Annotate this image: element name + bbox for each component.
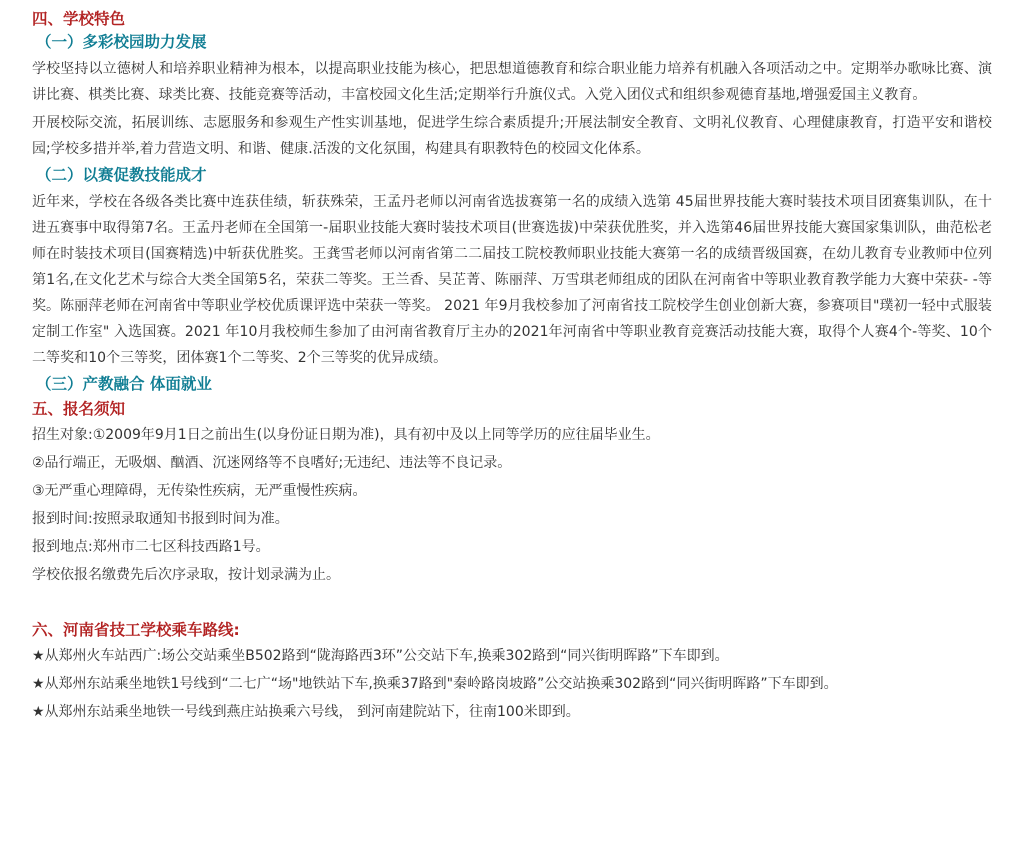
paragraph-campus-activities: 学校坚持以立德树人和培养职业精神为根本，以提高职业技能为核心，把思想道德教育和综合职业能力培养有机融入各项活动之中。定期举办歌咏比赛、演讲比赛、棋类比赛、球类比赛、技能竞赛等活动，丰富校园文化生活;定期举行升旗仪式。入党入团仪式和组织参观德育基地,增强爱国主义教育。 [32,61,992,103]
subheading-campus-development: （一）多彩校园助力发展 [36,33,207,51]
subheading-competition-skills: （二）以赛促教技能成才 [36,166,207,184]
paragraph-campus-culture: 开展校际交流，拓展训练、志愿服务和参观生产性实训基地，促进学生综合素质提升;开展法制安全教育、文明礼仪教育、心理健康教育，打造平安和谐校园;学校多措并举,着力营造文明、和谐、健康.活泼的文化氛围，构建具有职教特色的校园文化体系。 [32,115,992,157]
section-heading-bus-routes: 六、河南省技工学校乘车路线: [32,621,240,639]
paragraph-competition-results: 近年来，学校在各级各类比赛中连获佳绩，斩获殊荣，王孟丹老师以河南省选拔赛第一名的成绩入选第 45届世界技能大赛时装技术项目团赛集训队，在十进五赛事中取得第7名。王孟丹老师在全国第一-届职业技能大赛时装技术项目(世赛选拔)中荣获优胜奖，并入选第46届世界技能大赛国家集训队，曲范松老师在时装技术项目(国赛精选)中斩获优胜奖。王龚雪老师以河南省第二二届技工院校教师职业技能大赛第一名的成绩晋级国赛，在幼儿教育专业教师中位列第1名,在文化艺术与综合大类全国第5名，荣获二等奖。王兰香、吴芷菁、陈丽萍、万雪琪老师组成的团队在河南省中等职业教育教学能力大赛中荣获- -等奖。陈丽萍老师在河南省中等职业学校优质课评选中荣获一等奖。 2021 年9月我校参加了河南省技工院校学生创业创新大赛，参赛项目"璞初一轻中式服装定制工作室" 入选国赛。2021 年10月我校师生参加了由河南省教育厅主办的2021年河南省中等职业教育竞赛活动技能大赛，取得个人赛4个-等奖、10个二等奖和10个三等奖，团体赛1个二等奖、2个三等奖的优异成绩。 [32,194,992,366]
section-heading-enrollment-notice: 五、报名须知 [32,400,126,418]
route-line-railway-station: ★从郑州火车站西广:场公交站乘坐B502路到“陇海路西3环”公交站下车,换乘302路到“同兴街明晖路”下车即到。 [32,648,729,664]
section-heading-school-features: 四、学校特色 [32,10,126,28]
enrollment-line-health: ③无严重心理障碍，无传染性疾病，无严重慢性疾病。 [32,483,367,499]
subheading-industry-education: （三）产教融合 体面就业 [36,375,212,393]
enrollment-line-conduct: ②品行端正，无吸烟、酗酒、沉迷网络等不良嗜好;无违纪、违法等不良记录。 [32,455,512,471]
enrollment-line-admission-order: 学校依报名缴费先后次序录取，按计划录满为止。 [32,567,340,583]
spacer [32,589,992,619]
document-page [32,8,992,726]
route-line-east-station-line1: ★从郑州东站乘坐地铁1号线到“二七广“场"地铁站下车,换乘37路到"秦岭路岗坡路”公交站换乘302路到“同兴街明晖路”下车即到。 [32,676,838,692]
route-line-east-station-line6: ★从郑州东站乘坐地铁一号线到燕庄站换乘六号线， 到河南建院站下，往南100米即到。 [32,704,580,720]
enrollment-line-report-time: 报到时间:按照录取通知书报到时间为准。 [32,511,289,527]
enrollment-line-target: 招生对象:①2009年9月1日之前出生(以身份证日期为准)，具有初中及以上同等学历的应往届毕业生。 [32,427,660,443]
enrollment-line-report-location: 报到地点:郑州市二七区科技西路1号。 [32,539,270,555]
